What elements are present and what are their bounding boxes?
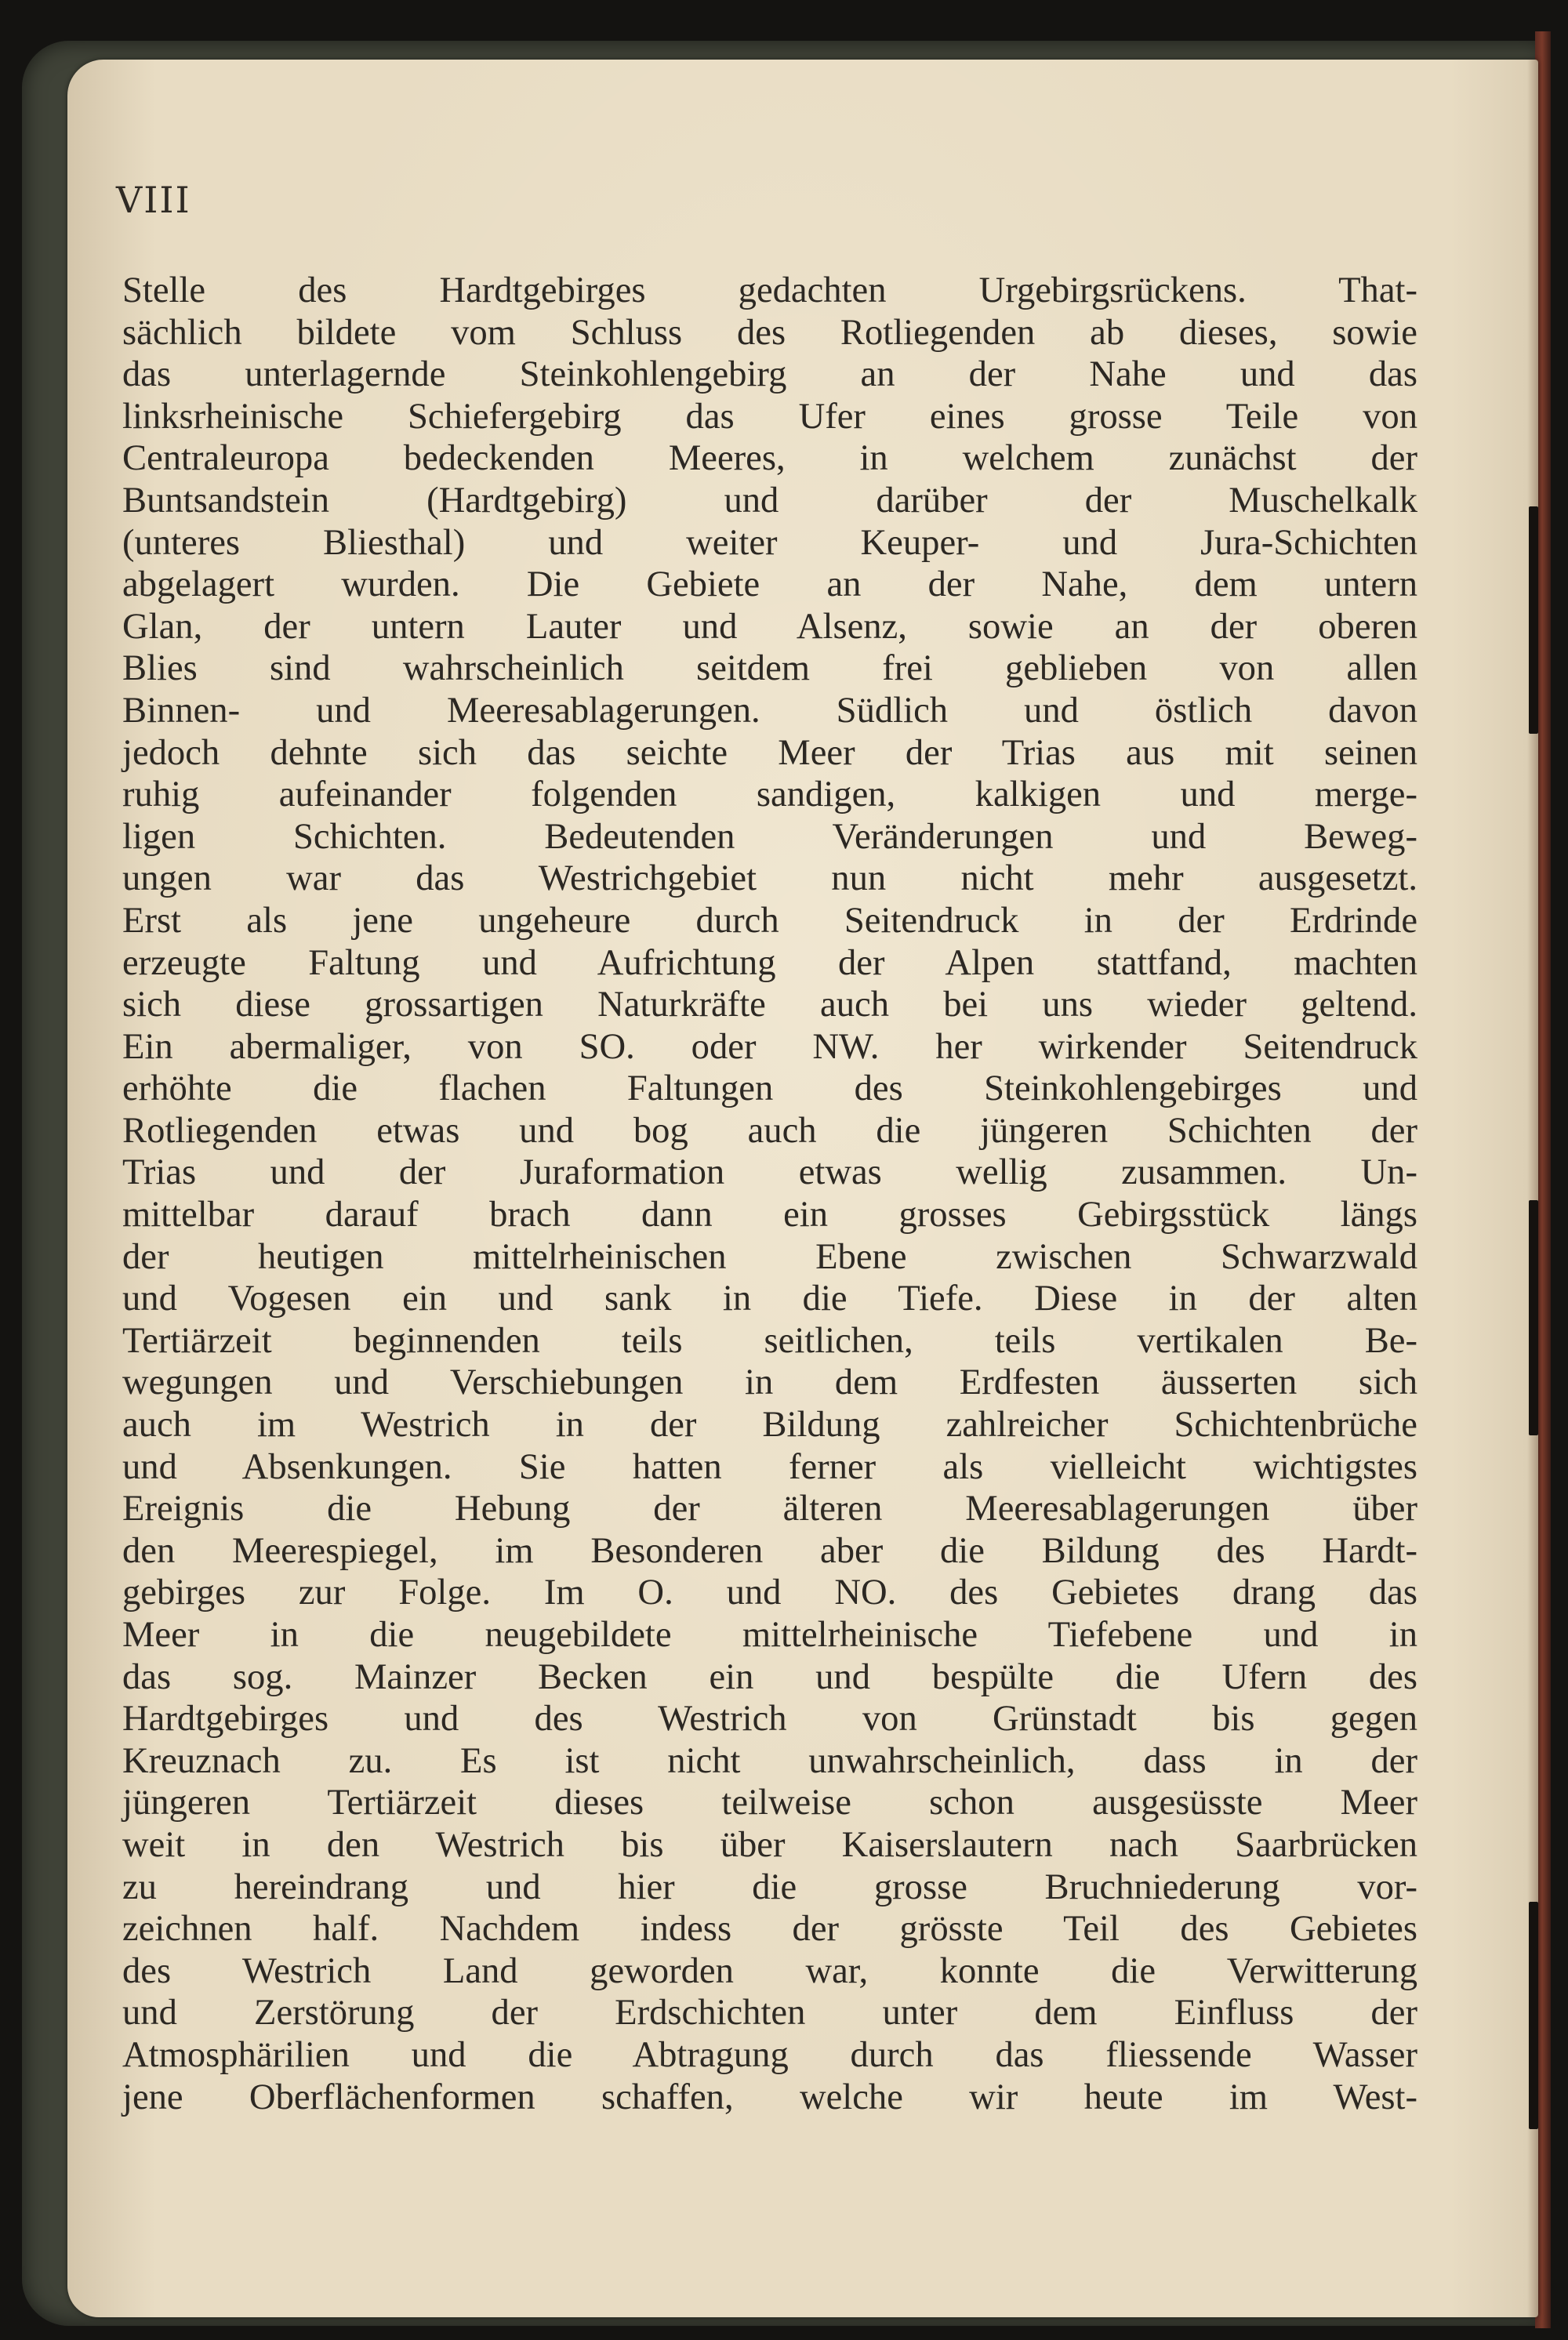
text-line: den Meerespiegel, im Besonderen aber die Bildung des Hardt- <box>122 1529 1417 1571</box>
text-line: (unteres Bliesthal) und weiter Keuper- und Jura-Schichten <box>122 521 1417 563</box>
text-line: sich diese grossartigen Naturkräfte auch bei uns wieder geltend. <box>122 984 1417 1025</box>
text-line: zeichnen half. Nachdem indess der grösste Teil des Gebietes <box>122 1908 1417 1950</box>
text-line: der heutigen mittelrheinischen Ebene zwischen Schwarzwald <box>122 1235 1417 1277</box>
text-line: Ereignis die Hebung der älteren Meeresablagerungen über <box>122 1488 1417 1529</box>
text-line: linksrheinische Schiefergebirg das Ufer eines grosse Teile von <box>122 395 1417 437</box>
text-line: mittelbar darauf brach dann ein grosses Gebirgsstück längs <box>122 1194 1417 1235</box>
text-line: das unterlagernde Steinkohlengebirg an der Nahe und das <box>122 354 1417 395</box>
text-line: Centraleuropa bedeckenden Meeres, in welchem zunächst der <box>122 437 1417 479</box>
text-line: und Vogesen ein und sank in die Tiefe. Diese in der alten <box>122 1278 1417 1319</box>
text-line: jüngeren Tertiärzeit dieses teilweise schon ausgesüsste Meer <box>122 1782 1417 1823</box>
text-line: weit in den Westrich bis über Kaiserslautern nach Saarbrücken <box>122 1823 1417 1865</box>
body-text <box>122 270 1417 2118</box>
page-tab-mark-upper <box>1529 506 1538 734</box>
text-line: jedoch dehnte sich das seichte Meer der Trias aus mit seinen <box>122 731 1417 773</box>
text-line: gebirges zur Folge. Im O. und NO. des Gebietes drang das <box>122 1572 1417 1613</box>
text-line: und Absenkungen. Sie hatten ferner als vielleicht wichtigstes <box>122 1446 1417 1487</box>
text-line: Erst als jene ungeheure durch Seitendruck in der Erdrinde <box>122 899 1417 941</box>
text-line: des Westrich Land geworden war, konnte die Verwitterung <box>122 1950 1417 1991</box>
text-line: das sog. Mainzer Becken ein und bespülte die Ufern des <box>122 1656 1417 1697</box>
text-line: erzeugte Faltung und Aufrichtung der Alpen stattfand, machten <box>122 941 1417 983</box>
text-line: Trias und der Juraformation etwas wellig zusammen. Un- <box>122 1152 1417 1193</box>
text-line: Binnen- und Meeresablagerungen. Südlich und östlich davon <box>122 689 1417 731</box>
page-tab-mark-middle <box>1529 1200 1538 1435</box>
text-line: ruhig aufeinander folgenden sandigen, kalkigen und merge- <box>122 774 1417 815</box>
text-line: erhöhte die flachen Faltungen des Steinkohlengebirges und <box>122 1068 1417 1109</box>
text-line: Ein abermaliger, von SO. oder NW. her wirkender Seitendruck <box>122 1025 1417 1067</box>
text-line: Rotliegenden etwas und bog auch die jüngeren Schichten der <box>122 1109 1417 1151</box>
text-line: auch im Westrich in der Bildung zahlreicher Schichtenbrüche <box>122 1404 1417 1446</box>
text-line: Kreuznach zu. Es ist nicht unwahrscheinlich, dass in der <box>122 1740 1417 1781</box>
text-line: Meer in die neugebildete mittelrheinische Tiefebene und in <box>122 1614 1417 1655</box>
text-line: jene Oberflächenformen schaffen, welche wir heute im West- <box>122 2076 1417 2117</box>
text-line: Stelle des Hardtgebirges gedachten Urgebirgsrückens. That- <box>122 270 1417 310</box>
text-line: zu hereindrang und hier die grosse Bruchniederung vor- <box>122 1866 1417 1907</box>
text-line: sächlich bildete vom Schluss des Rotliegenden ab dieses, sowie <box>122 311 1417 353</box>
text-line: Blies sind wahrscheinlich seitdem frei geblieben von allen <box>122 648 1417 689</box>
text-line: Buntsandstein (Hardtgebirg) und darüber der Muschelkalk <box>122 479 1417 521</box>
text-line: Tertiärzeit beginnenden teils seitlichen, teils vertikalen Be- <box>122 1319 1417 1361</box>
text-line: ungen war das Westrichgebiet nun nicht mehr ausgesetzt. <box>122 858 1417 899</box>
text-line: Glan, der untern Lauter und Alsenz, sowie an der oberen <box>122 605 1417 647</box>
page-number: VIII <box>116 179 191 221</box>
page-tab-mark-lower <box>1529 1902 1538 2129</box>
text-line: Hardtgebirges und des Westrich von Grünstadt bis gegen <box>122 1698 1417 1740</box>
text-line: abgelagert wurden. Die Gebiete an der Nahe, dem untern <box>122 564 1417 605</box>
text-line: und Zerstörung der Erdschichten unter dem Einfluss der <box>122 1992 1417 2033</box>
text-line: ligen Schichten. Bedeutenden Veränderungen und Beweg- <box>122 815 1417 857</box>
text-line: wegungen und Verschiebungen in dem Erdfesten äusserten sich <box>122 1362 1417 1403</box>
text-line: Atmosphärilien und die Abtragung durch das fliessende Wasser <box>122 2033 1417 2075</box>
